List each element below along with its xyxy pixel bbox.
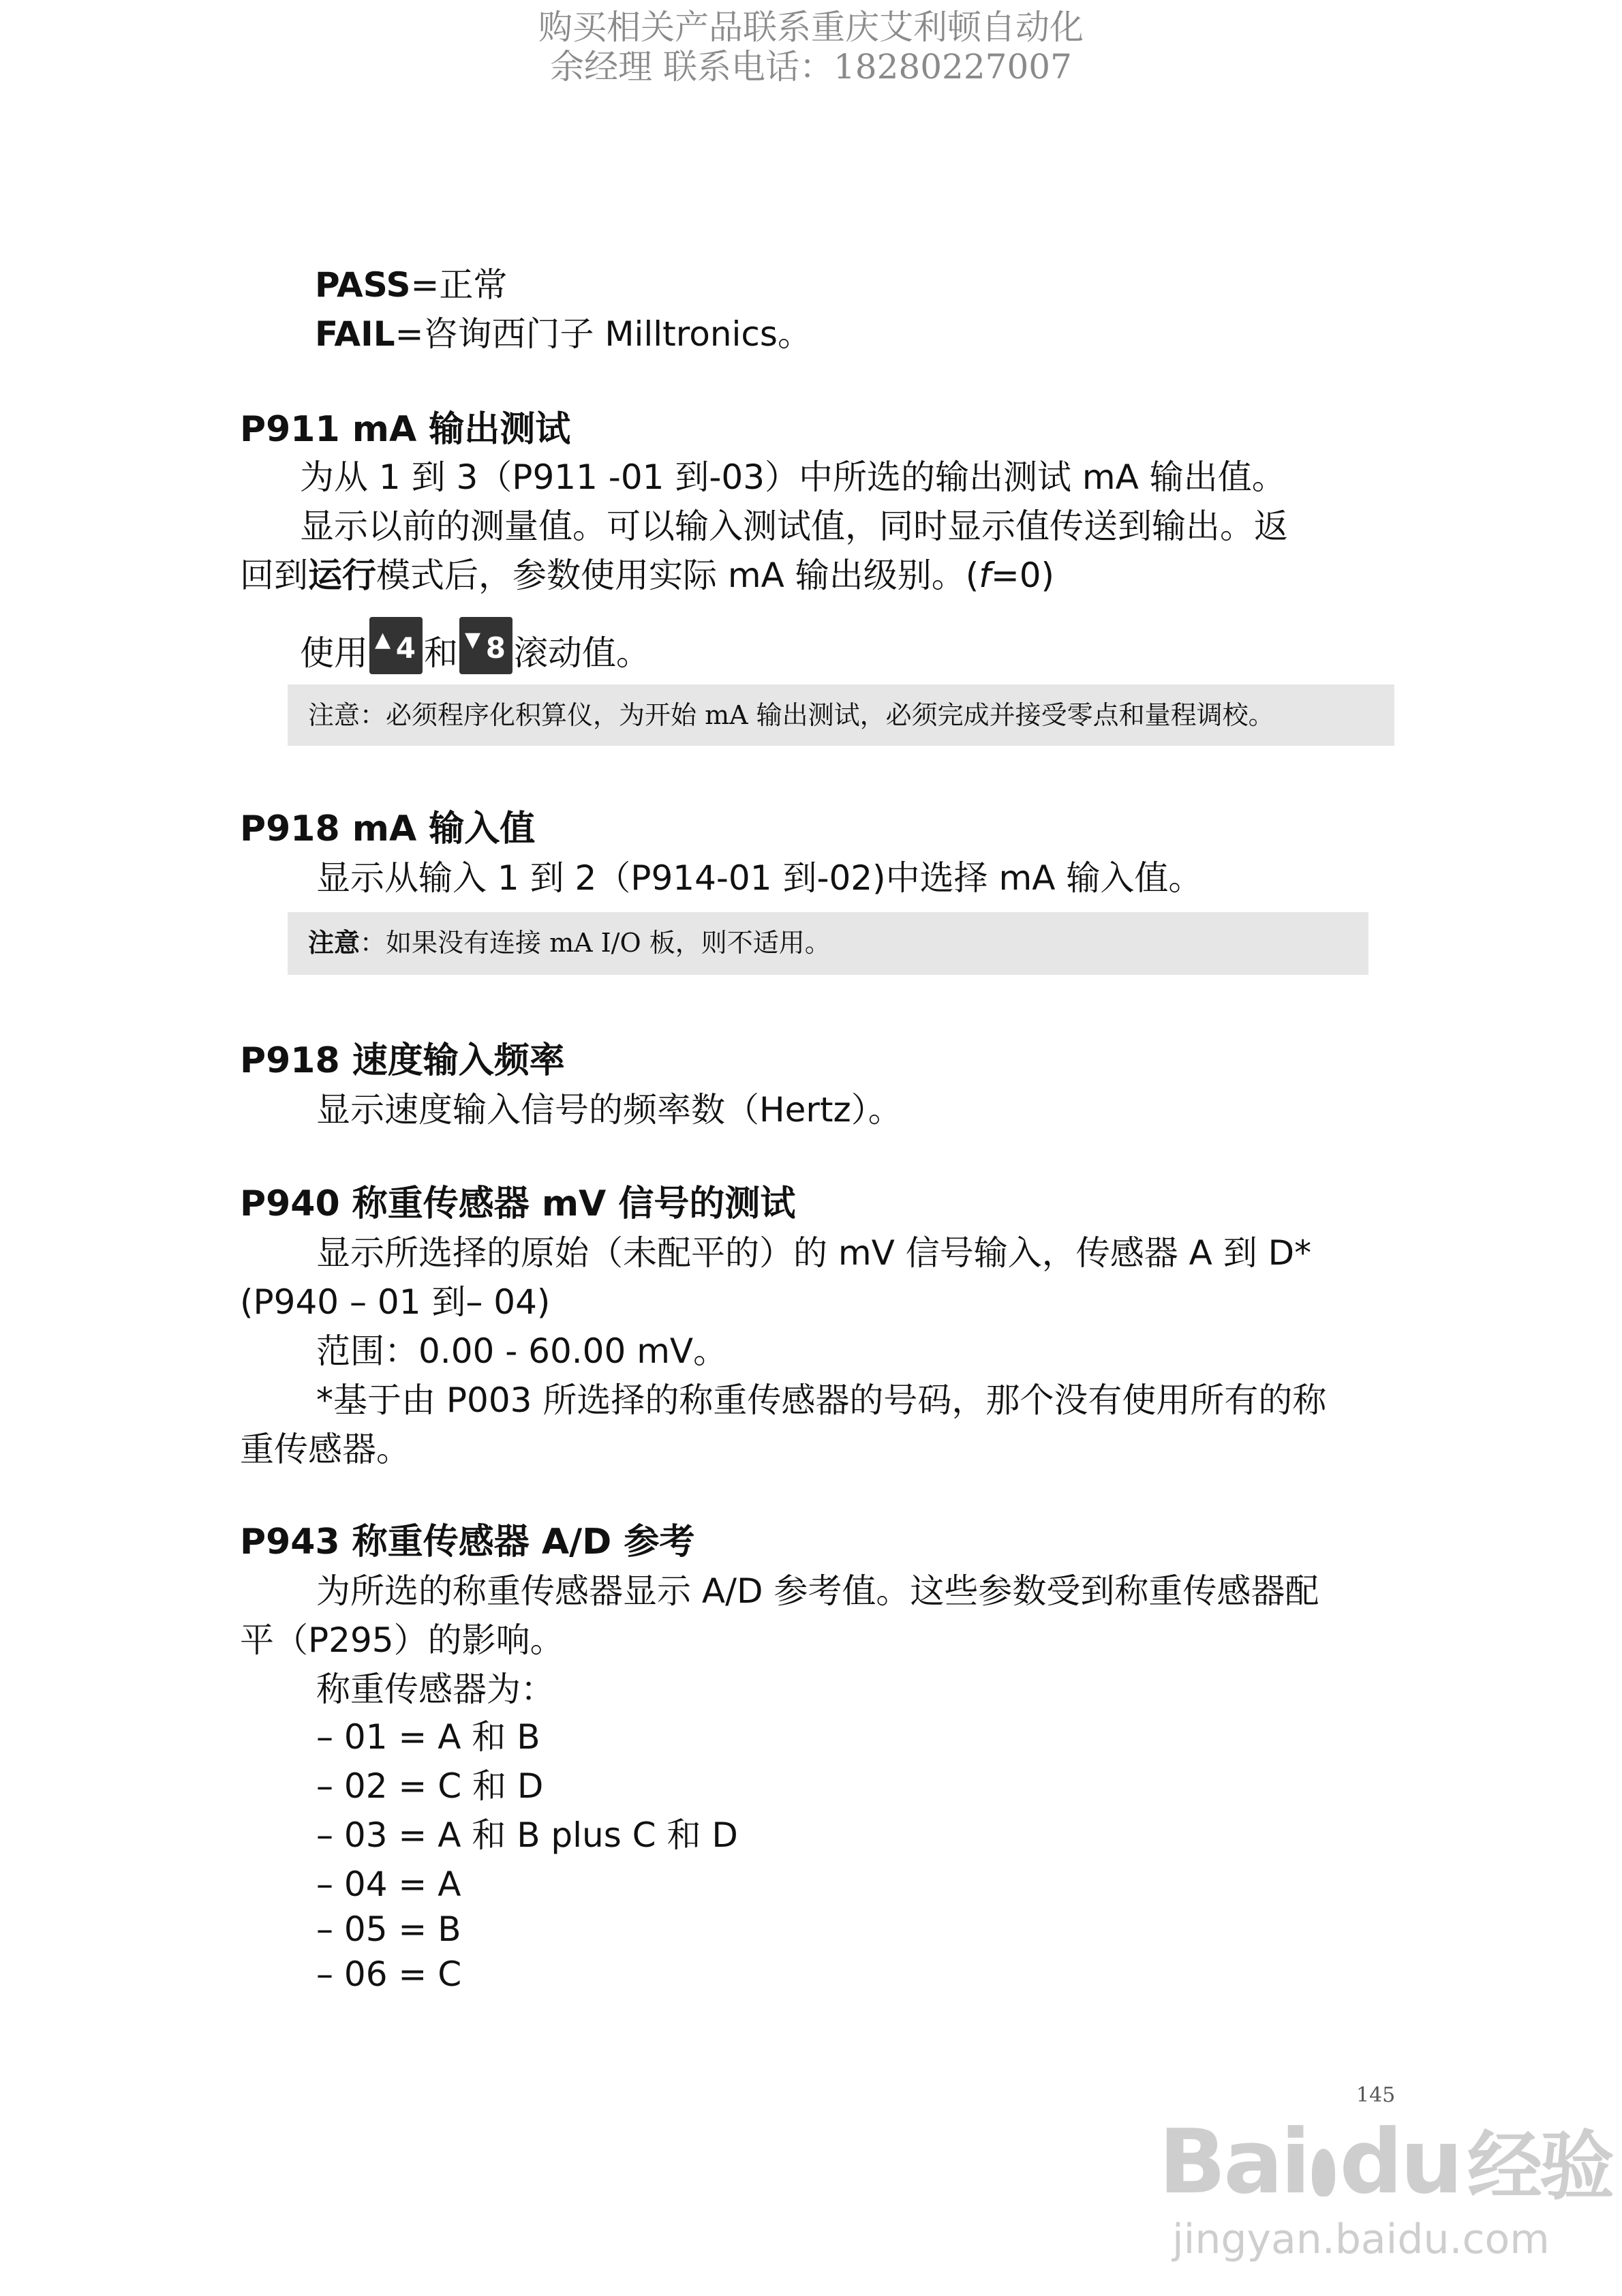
pass-line	[315, 265, 507, 305]
p943-title: P943 称重传感器 A/D 参考	[240, 1522, 695, 1562]
p911-line1: 为从 1 到 3（P911 -01 到-03）中所选的输出测试 mA 输出值。	[300, 457, 1286, 497]
p911-scroll-b: 和	[424, 633, 458, 673]
p940-title: P940 称重传感器 mV 信号的测试	[240, 1183, 796, 1224]
p911-line3-b: 模式后，参数使用实际 mA 输出级别。(	[376, 556, 979, 595]
header-line-2: 余经理 联系电话：18280227007	[550, 47, 1072, 87]
p911-line3-a: 回到	[240, 556, 308, 595]
page-number: 145	[1356, 2083, 1396, 2107]
list-item: – 05 = B	[316, 1909, 461, 1949]
p940-line3: 范围：0.00 - 60.00 mV。	[316, 1331, 728, 1371]
fail-line	[315, 314, 812, 354]
fail-text: =咨询西门子 Milltronics。	[395, 314, 812, 354]
fail-label: FAIL	[315, 314, 395, 354]
p911-note: 注意：必须程序化积算仪，为开始 mA 输出测试，必须完成并接受零点和量程调校。	[288, 684, 1394, 746]
p940-line5: 重传感器。	[240, 1430, 410, 1469]
p911-line3-f: f	[979, 556, 991, 595]
up-arrow-key-icon: ▲ 4	[369, 617, 423, 674]
pass-label: PASS	[315, 265, 411, 305]
watermark-url: jingyan.baidu.com	[1172, 2216, 1550, 2263]
down-arrow-key-icon: ▼ 8	[459, 617, 512, 674]
list-item: – 06 = C	[316, 1954, 462, 1994]
p911-scroll-c: 滚动值。	[514, 633, 650, 673]
header-line-1: 购买相关产品联系重庆艾利顿自动化	[538, 7, 1084, 47]
list-item: – 02 = C 和 D	[316, 1766, 544, 1806]
baidu-watermark-logo: Bai du经验	[1159, 2110, 1612, 2214]
p911-title: P911 mA 输出测试	[240, 409, 571, 450]
p940-line4: *基于由 P003 所选择的称重传感器的号码，那个没有使用所有的称	[316, 1380, 1327, 1420]
p911-scroll-a: 使用	[300, 633, 368, 673]
p911-scroll-line	[300, 617, 650, 674]
p911-line2: 显示以前的测量值。可以输入测试值，同时显示值传送到输出。返	[300, 507, 1288, 546]
p918a-note-text: ：如果没有连接 mA I/O 板，则不适用。	[360, 928, 831, 958]
p940-line1: 显示所选择的原始（未配平的）的 mV 信号输入，传感器 A 到 D*	[316, 1233, 1312, 1273]
list-item: – 03 = A 和 B plus C 和 D	[316, 1815, 738, 1855]
p911-line3-c: =0)	[990, 556, 1055, 595]
p911-line3	[240, 555, 1054, 596]
run-mode-label: 运行	[308, 556, 376, 595]
pass-text: =正常	[410, 265, 508, 305]
p943-line3: 称重传感器为：	[316, 1670, 555, 1709]
list-item: – 04 = A	[316, 1864, 461, 1904]
p918a-title: P918 mA 输入值	[240, 809, 536, 849]
p918a-line1: 显示从输入 1 到 2（P914-01 到-02)中选择 mA 输入值。	[316, 858, 1203, 898]
p943-line1: 为所选的称重传感器显示 A/D 参考值。这些参数受到称重传感器配	[316, 1571, 1319, 1611]
p940-line2: (P940 – 01 到– 04)	[240, 1282, 551, 1322]
list-item: – 01 = A 和 B	[316, 1717, 540, 1757]
p943-line2: 平（P295）的影响。	[240, 1620, 564, 1660]
p918a-note	[288, 912, 1368, 975]
paw-icon	[1312, 2149, 1335, 2196]
p918b-line1: 显示速度输入信号的频率数（Hertz）。	[316, 1090, 902, 1130]
p918a-note-label: 注意	[308, 927, 361, 958]
p918b-title: P918 速度输入频率	[240, 1040, 565, 1081]
